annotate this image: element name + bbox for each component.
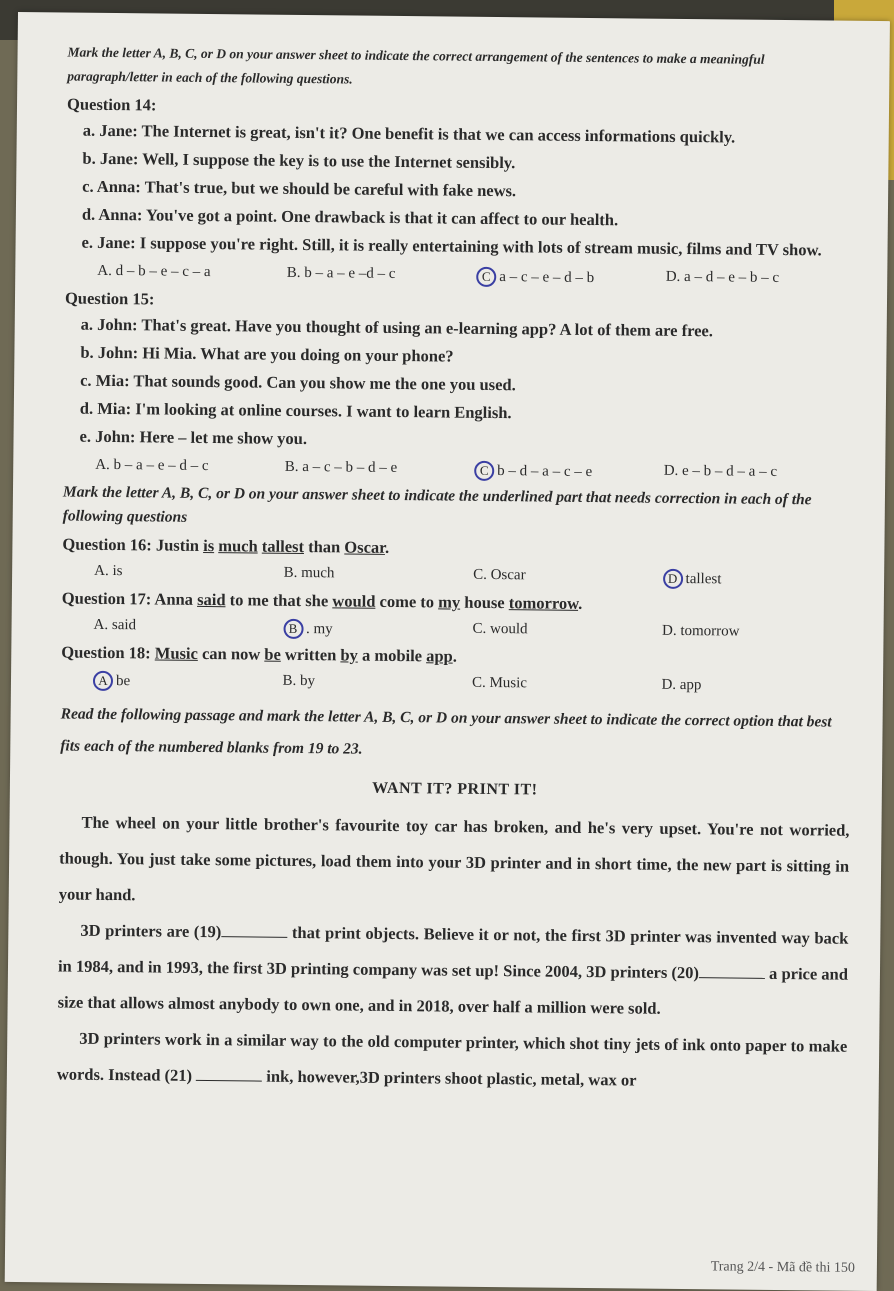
q17-underline-2: would bbox=[332, 591, 376, 611]
q18-label: Question 18: bbox=[61, 642, 155, 663]
answer-circle-mark: B bbox=[283, 619, 303, 639]
q17-option-b[interactable] bbox=[283, 619, 473, 641]
blank-21[interactable] bbox=[196, 1066, 262, 1082]
q16-underline-4: Oscar bbox=[344, 537, 386, 557]
q18-text: written bbox=[280, 644, 341, 665]
q15-line-a: a. John: That's great. Have you thought of using an e-learning app? A lot of them are free. bbox=[80, 314, 714, 341]
passage-paragraph-3 bbox=[57, 1020, 848, 1100]
passage-text: that print objects. Believe it or not, the first 3D printer was invented way back in 1984, and in 1993, the first 3D printing company was set up! Since 2004, 3D printers (20) bbox=[57, 922, 849, 983]
q16-option-d[interactable] bbox=[662, 569, 852, 591]
instruction-reading: Read the following passage and mark the letter A, B, C, or D on your answer sheet to indicate the correct option that best fits each of the numbered blanks from 19 to 23. bbox=[60, 705, 832, 758]
q14-option-c-text: a – c – e – d – b bbox=[499, 269, 595, 287]
passage-text: 3D printers are (19) bbox=[80, 920, 222, 942]
blank-20[interactable] bbox=[699, 963, 765, 979]
passage-title: WANT IT? PRINT IT! bbox=[372, 779, 538, 799]
q15-title: Question 15: bbox=[64, 288, 155, 309]
sheet-content bbox=[57, 41, 858, 1101]
q15-option-c[interactable] bbox=[474, 461, 664, 483]
q17-option-d[interactable]: D. tomorrow bbox=[661, 622, 740, 640]
exam-sheet bbox=[5, 12, 890, 1291]
answer-circle-mark: D bbox=[662, 569, 682, 589]
q17-label: Question 17: bbox=[61, 588, 155, 609]
q18-question bbox=[61, 642, 851, 670]
q16-text: than bbox=[303, 537, 345, 557]
answer-circle-mark: C bbox=[474, 461, 494, 481]
q18-text: can now bbox=[197, 643, 265, 664]
q15-line-e: e. John: Here – let me show you. bbox=[79, 426, 308, 449]
passage-text: ink, however,3D printers shoot plastic, metal, wax or bbox=[262, 1066, 637, 1090]
instruction-correction: Mark the letter A, B, C, or D on your answer sheet to indicate the underlined part that needs correction in each of the following questions bbox=[62, 483, 812, 526]
q18-option-b[interactable]: B. by bbox=[282, 672, 316, 690]
q17-option-a[interactable]: A. said bbox=[93, 616, 137, 634]
q17-option-c[interactable]: C. would bbox=[472, 620, 528, 638]
q17-option-b-text: . my bbox=[305, 621, 333, 638]
q14-line-c: c. Anna: That's true, but we should be careful with fake news. bbox=[82, 176, 517, 201]
q16-underline-1: is bbox=[203, 535, 215, 556]
q14-option-c[interactable] bbox=[476, 267, 666, 289]
passage-paragraph-2 bbox=[57, 912, 848, 1028]
q14-line-a: a. Jane: The Internet is great, isn't it? One benefit is that we can access informations quickly. bbox=[82, 120, 736, 147]
q16-label: Question 16: bbox=[62, 534, 157, 555]
q16-option-d-text: tallest bbox=[685, 571, 722, 588]
q14-option-a[interactable]: A. d – b – e – c – a bbox=[97, 262, 211, 281]
q17-options bbox=[93, 617, 851, 645]
q18-underline-1: Music bbox=[154, 643, 199, 663]
passage-text: a price and size that allows almost anybody to own one, and in 2018, over half a million were sold. bbox=[57, 963, 849, 1018]
answer-circle-mark: A bbox=[93, 671, 113, 691]
q16-question bbox=[62, 534, 852, 562]
q17-underline-1: said bbox=[197, 589, 226, 610]
q18-options bbox=[93, 671, 851, 699]
q14-option-b[interactable]: B. b – a – e –d – c bbox=[286, 264, 396, 282]
q16-option-a[interactable]: A. is bbox=[94, 562, 123, 580]
q17-text: come to bbox=[375, 591, 439, 612]
page-footer: Trang 2/4 - Mã đề thi 150 bbox=[710, 1259, 855, 1276]
q15-option-c-text: b – d – a – c – e bbox=[497, 463, 593, 481]
q14-title: Question 14: bbox=[66, 94, 157, 115]
q16-options bbox=[94, 563, 852, 591]
q14-line-d: d. Anna: You've got a point. One drawback is that it can affect to our health. bbox=[81, 204, 619, 230]
q17-underline-4: tomorrow bbox=[508, 593, 579, 613]
q17-text: to me that she bbox=[225, 590, 333, 611]
q16-underline-2: much bbox=[218, 536, 258, 556]
q14-options bbox=[97, 263, 855, 291]
q17-question bbox=[62, 588, 852, 616]
passage-paragraph-1: The wheel on your little brother's favourite toy car has broken, and he's very upset. You're not worried, though. You just take some pictures, load them into your 3D printer and in short time, the new part is sitting in your hand. bbox=[58, 812, 850, 905]
q17-underline-3: my bbox=[438, 592, 461, 612]
q15-line-c: c. Mia: That sounds good. Can you show me the one you used. bbox=[80, 370, 516, 395]
q15-option-b[interactable]: B. a – c – b – d – e bbox=[284, 458, 398, 476]
q16-option-b[interactable]: B. much bbox=[283, 564, 335, 582]
passage-text: 3D printers work in a similar way to the old computer printer, which shot tiny jets of ink onto paper to make words. Instead (21) bbox=[56, 1028, 848, 1085]
q14-option-d[interactable]: D. a – d – e – b – c bbox=[665, 268, 780, 286]
q18-option-a[interactable] bbox=[93, 671, 283, 693]
q18-underline-2: be bbox=[264, 644, 281, 664]
q18-text: a mobile bbox=[357, 645, 427, 666]
q16-text: . bbox=[384, 537, 390, 557]
instruction-arrangement: Mark the letter A, B, C, or D on your answer sheet to indicate the correct arrangement of the sentences to make a meaningful paragraph/letter in each of the following questions. bbox=[67, 44, 765, 87]
q15-line-d: d. Mia: I'm looking at online courses. I want to learn English. bbox=[79, 398, 512, 423]
q17-text: . bbox=[578, 593, 583, 613]
q15-line-b: b. John: Hi Mia. What are you doing on your phone? bbox=[80, 342, 454, 366]
blank-19[interactable] bbox=[221, 922, 287, 938]
q16-option-c[interactable]: C. Oscar bbox=[473, 566, 526, 584]
q18-text: . bbox=[452, 646, 458, 666]
q15-options bbox=[95, 457, 853, 485]
q16-text: Justin bbox=[155, 535, 204, 555]
q15-option-d[interactable]: D. e – b – d – a – c bbox=[663, 462, 778, 480]
q17-text: Anna bbox=[154, 589, 198, 609]
q14-line-e: e. Jane: I suppose you're right. Still, it is really entertaining with lots of stream music, films and TV show. bbox=[81, 232, 822, 260]
q18-option-d[interactable]: D. app bbox=[661, 676, 702, 694]
q18-underline-4: app bbox=[426, 646, 453, 666]
answer-circle-mark: C bbox=[476, 267, 496, 287]
q14-line-b: b. Jane: Well, I suppose the key is to use the Internet sensibly. bbox=[82, 148, 516, 173]
q17-text: house bbox=[460, 592, 509, 613]
q18-underline-3: by bbox=[340, 645, 358, 665]
q18-option-a-text: be bbox=[115, 673, 131, 690]
q18-option-c[interactable]: C. Music bbox=[471, 674, 528, 692]
q15-option-a[interactable]: A. b – a – e – d – c bbox=[95, 456, 209, 475]
q16-underline-3: tallest bbox=[261, 536, 305, 557]
